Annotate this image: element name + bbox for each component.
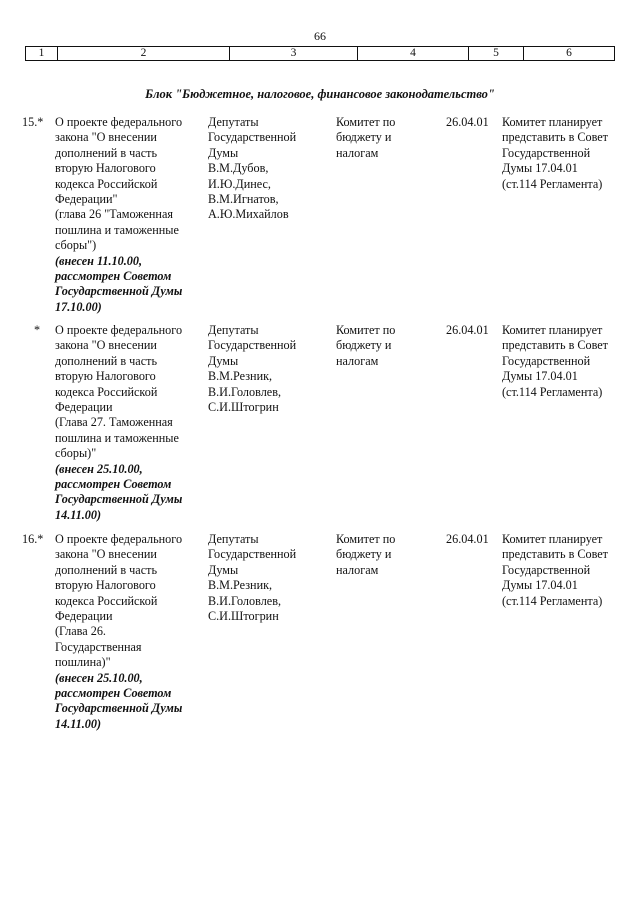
note-line: рассмотрен Советом	[55, 477, 172, 492]
entry-title	[55, 115, 203, 315]
title-line: кодекса Российской	[55, 176, 158, 191]
remark-line: Комитет планирует	[502, 115, 603, 129]
author-line: Депутаты	[208, 323, 259, 337]
author-line: Думы	[208, 145, 239, 160]
entry-remark	[502, 115, 622, 192]
committee-line: Комитет по	[336, 115, 396, 129]
entry-number: 15.*	[22, 115, 44, 129]
note-line: 14.11.00)	[55, 507, 102, 522]
remark-line: Государственной	[502, 562, 591, 577]
title-line: (Глава 27. Таможенная	[55, 415, 173, 430]
committee-line: налогам	[336, 353, 379, 368]
author-line: В.М.Резник,	[208, 369, 273, 384]
committee-line: Комитет по	[336, 532, 396, 546]
entry-title	[55, 532, 203, 732]
title-line: кодекса Российской	[55, 593, 158, 608]
entry-authors	[208, 323, 330, 415]
entry-date: 26.04.01	[446, 323, 489, 337]
entry-number: 16.*	[22, 532, 44, 546]
entry-date: 26.04.01	[446, 532, 489, 546]
title-line: Государственная	[55, 639, 142, 654]
note-line: 14.11.00)	[55, 716, 102, 731]
title-line: закона "О внесении	[55, 547, 157, 562]
author-line: В.М.Дубов,	[208, 161, 269, 176]
title-line: закона "О внесении	[55, 338, 157, 353]
entry-committee	[336, 323, 442, 369]
entry-authors	[208, 532, 330, 624]
author-line: Государственной	[208, 130, 297, 145]
entry-title	[55, 323, 203, 523]
title-line: сборы")	[55, 238, 97, 253]
author-line: В.М.Игнатов,	[208, 192, 279, 207]
title-line: закона "О внесении	[55, 130, 157, 145]
title-line: О проекте федерального	[55, 532, 183, 546]
author-line: В.И.Головлев,	[208, 384, 281, 399]
entry-authors	[208, 115, 330, 223]
remark-line: Комитет планирует	[502, 532, 603, 546]
entry-remark	[502, 323, 622, 400]
title-line: О проекте федерального	[55, 323, 183, 337]
column-number-6: 6	[524, 47, 615, 61]
author-line: И.Ю.Динес,	[208, 176, 271, 191]
remark-line: Государственной	[502, 353, 591, 368]
title-line: пошлина и таможенные	[55, 430, 179, 445]
title-line: вторую Налогового	[55, 578, 156, 593]
entry-committee	[336, 115, 442, 161]
title-line: кодекса Российской	[55, 384, 158, 399]
note-line: (внесен 25.10.00,	[55, 461, 143, 476]
title-line: вторую Налогового	[55, 161, 156, 176]
author-line: Депутаты	[208, 532, 259, 546]
remark-line: (ст.114 Регламента)	[502, 384, 603, 399]
committee-line: Комитет по	[336, 323, 396, 337]
column-number-4: 4	[358, 47, 469, 61]
remark-line: Думы 17.04.01	[502, 161, 578, 176]
committee-line: налогам	[336, 145, 379, 160]
title-line: дополнений в часть	[55, 353, 158, 368]
author-line: В.М.Резник,	[208, 578, 273, 593]
remark-line: представить в Совет	[502, 547, 609, 562]
column-number-header	[25, 46, 615, 61]
author-line: Думы	[208, 562, 239, 577]
column-number-3: 3	[230, 47, 358, 61]
column-number-1: 1	[26, 47, 58, 61]
author-line: С.И.Штогрин	[208, 609, 279, 624]
committee-line: налогам	[336, 562, 379, 577]
column-number-2: 2	[58, 47, 230, 61]
column-number-5: 5	[469, 47, 524, 61]
author-line: Депутаты	[208, 115, 259, 129]
entry-number: *	[34, 323, 41, 337]
author-line: Государственной	[208, 547, 297, 562]
title-line: Федерации	[55, 400, 113, 415]
title-line: сборы)"	[55, 446, 97, 461]
note-line: 17.10.00)	[55, 299, 102, 314]
note-line: Государственной Думы	[55, 284, 183, 299]
note-line: (внесен 25.10.00,	[55, 670, 143, 685]
block-title: Блок "Бюджетное, налоговое, финансовое законодательство"	[145, 87, 495, 101]
title-line: пошлина)"	[55, 655, 111, 670]
remark-line: Государственной	[502, 145, 591, 160]
page-number: 66	[314, 29, 326, 43]
remark-line: Думы 17.04.01	[502, 578, 578, 593]
title-line: дополнений в часть	[55, 145, 158, 160]
remark-line: Комитет планирует	[502, 323, 603, 337]
author-line: А.Ю.Михайлов	[208, 207, 289, 222]
author-line: Государственной	[208, 338, 297, 353]
title-line: дополнений в часть	[55, 562, 158, 577]
remark-line: (ст.114 Регламента)	[502, 593, 603, 608]
title-line: (Глава 26.	[55, 624, 106, 639]
author-line: Думы	[208, 353, 239, 368]
committee-line: бюджету и	[336, 547, 392, 562]
remark-line: представить в Совет	[502, 338, 609, 353]
author-line: С.И.Штогрин	[208, 400, 279, 415]
remark-line: Думы 17.04.01	[502, 369, 578, 384]
title-line: вторую Налогового	[55, 369, 156, 384]
committee-line: бюджету и	[336, 130, 392, 145]
remark-line: (ст.114 Регламента)	[502, 176, 603, 191]
note-line: Государственной Думы	[55, 701, 183, 716]
title-line: О проекте федерального	[55, 115, 183, 129]
committee-line: бюджету и	[336, 338, 392, 353]
note-line: Государственной Думы	[55, 492, 183, 507]
note-line: (внесен 11.10.00,	[55, 253, 143, 268]
title-line: пошлина и таможенные	[55, 222, 179, 237]
entry-remark	[502, 532, 622, 609]
note-line: рассмотрен Советом	[55, 686, 172, 701]
entry-committee	[336, 532, 442, 578]
note-line: рассмотрен Советом	[55, 269, 172, 284]
title-line: Федерации	[55, 609, 113, 624]
title-line: Федерации"	[55, 192, 118, 207]
author-line: В.И.Головлев,	[208, 593, 281, 608]
title-line: (глава 26 "Таможенная	[55, 207, 173, 222]
remark-line: представить в Совет	[502, 130, 609, 145]
entry-date: 26.04.01	[446, 115, 489, 129]
